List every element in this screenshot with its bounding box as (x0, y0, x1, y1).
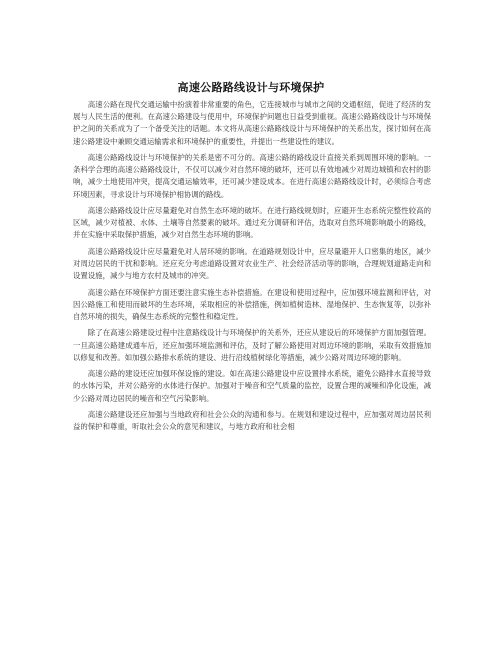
paragraph: 高速公路路线设计应尽量避免对自然生态环境的破坏。在进行路线规划时，应避开生态系统完整性较高的区域，减少对植被、水体、土壤等自然要素的破坏。通过充分调研和评估，选取对自然环境影响最小的路线，并在实施中采取保护措施，减少对自然生态环境的影响。 (73, 206, 431, 240)
paragraph: 高速公路建设还应加强与当地政府和社会公众的沟通和参与。在规划和建设过程中，应加强对周边居民利益的保护和尊重，听取社会公众的意见和建议，与地方政府和社会相 (73, 409, 431, 432)
paragraph: 高速公路在环境保护方面还要注意实施生态补偿措施。在建设和使用过程中，应加强环境监测和评估，对因公路施工和使用而破坏的生态环境，采取相应的补偿措施，例如植树造林、湿地保护、生态恢复等，以弥补自然环境的损失，确保生态系统的完整性和稳定性。 (73, 287, 431, 321)
paragraph: 高速公路路线设计应尽量避免对人居环境的影响。在道路规划设计中，应尽量避开人口密集的地区，减少对周边居民的干扰和影响。还应充分考虑道路设置对农业生产、社会经济活动等的影响，合理规划道路走向和设置设施，减少与地方农村及城市的冲突。 (73, 246, 431, 281)
document-body (73, 99, 431, 438)
paragraph: 高速公路的建设还应加强环保设施的建设。如在高速公路建设中应设置排水系统，避免公路排水直接导致的水体污染，并对公路旁的水体进行保护。加强对于噪音和空气质量的监控，设置合理的减噪和净化设施，减少公路对周边居民的噪音和空气污染影响。 (73, 369, 431, 403)
paragraph: 除了在高速公路建设过程中注意路线设计与环境保护的关系外，还应从建设后的环境保护方面加强管理。一旦高速公路建成通车后，还应加强环境监测和评估，及时了解公路使用对周边环境的影响，采取有效措施加以修复和改善。如加强公路排水系统的建设、进行沿线植树绿化等措施，减少公路对周边环境的影响。 (73, 328, 431, 362)
paragraph: 高速公路在现代交通运输中扮演着非常重要的角色，它连接城市与城市之间的交通枢纽，促进了经济的发展与人民生活的便利。在高速公路建设与使用中，环境保护问题也日益受到重视。高速公路路线设计与环境保护之间的关系成为了一个备受关注的话题。本文将从高速公路路线设计与环境保护的关系出发，探讨如何在高速公路建设中兼顾交通运输需求和环境保护的重要性，并提出一些建设性的建议。 (73, 100, 431, 146)
paragraph: 高速公路路线设计与环境保护的关系是密不可分的。高速公路的路线设计直接关系到周围环境的影响。一条科学合理的高速公路路线设计，不仅可以减少对自然环境的破坏，还可以有效地减少对周边城镇和农村的影响，减少土地使用冲突，提高交通运输效率，还可减少建设成本。在进行高速公路路线设计时，必须综合考虑环境因素，寻求设计与环境保护相协调的路线。 (73, 153, 431, 199)
document-title: 高速公路路线设计与环境保护 (177, 81, 325, 94)
